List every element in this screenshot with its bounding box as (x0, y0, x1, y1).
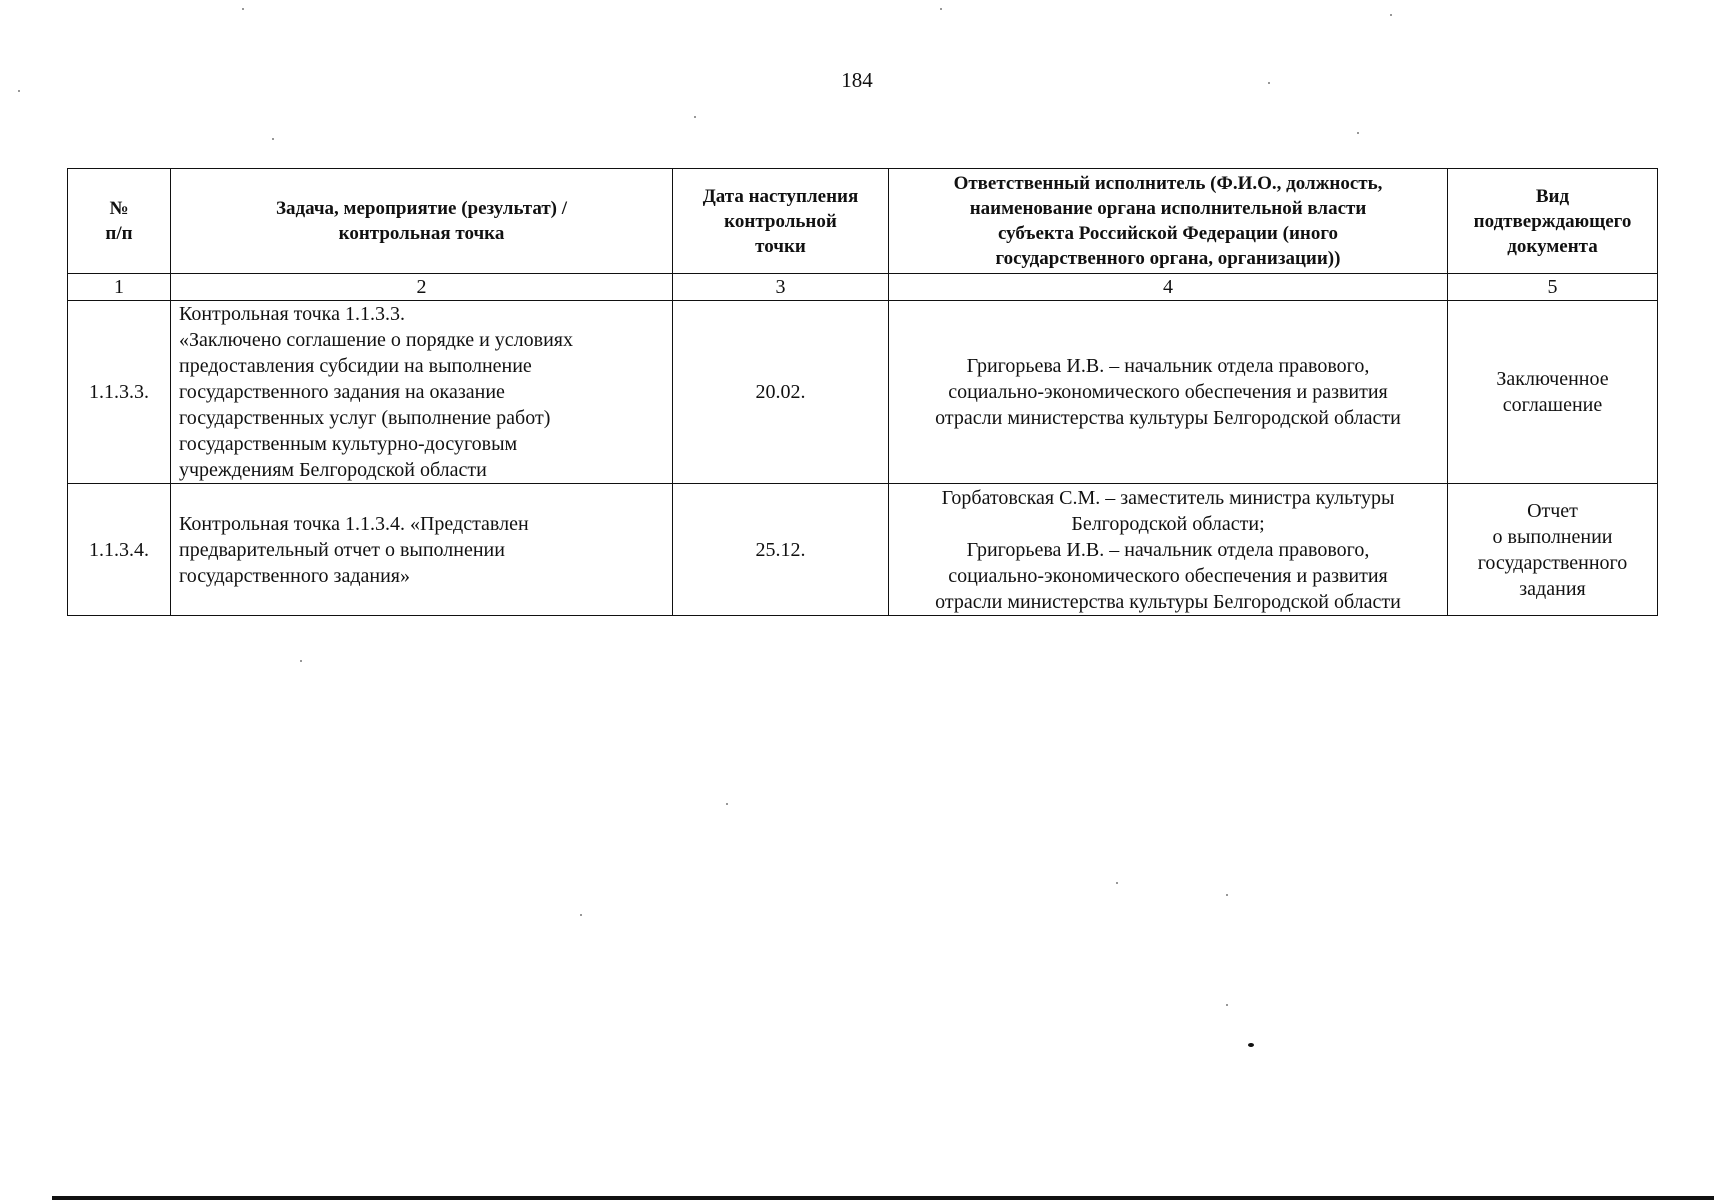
header-num: № п/п (68, 169, 171, 274)
table-row (68, 301, 1658, 484)
control-points-table (67, 168, 1658, 616)
header-date: Дата наступления контрольной точки (673, 169, 889, 274)
row-document: Заключенное соглашение (1448, 301, 1658, 484)
column-number: 1 (68, 274, 171, 301)
scan-bottom-edge (52, 1196, 1714, 1200)
header-task: Задача, мероприятие (результат) / контрольная точка (171, 169, 673, 274)
column-number-row (68, 274, 1658, 301)
row-task: Контрольная точка 1.1.3.4. «Представлен предварительный отчет о выполнении государственного задания» (171, 484, 673, 616)
column-number: 5 (1448, 274, 1658, 301)
row-number: 1.1.3.3. (68, 301, 171, 484)
column-number: 3 (673, 274, 889, 301)
table-row (68, 484, 1658, 616)
row-responsible: Горбатовская С.М. – заместитель министра культуры Белгородской области; Григорьева И.В. – начальник отдела правового, социально-экономического обеспечения и развития отрасли министерства культуры Белгородской области (889, 484, 1448, 616)
row-task: Контрольная точка 1.1.3.3. «Заключено соглашение о порядке и условиях предоставления субсидии на выполнение государственного задания на оказание государственных услуг (выполнение работ) государственным культурно-досуговым учреждениям Белгородской области (171, 301, 673, 484)
row-number: 1.1.3.4. (68, 484, 171, 616)
ink-dot (1248, 1043, 1254, 1047)
column-number: 2 (171, 274, 673, 301)
header-row (68, 169, 1658, 274)
header-document: Вид подтверждающего документа (1448, 169, 1658, 274)
row-document: Отчет о выполнении государственного задания (1448, 484, 1658, 616)
row-date: 25.12. (673, 484, 889, 616)
row-date: 20.02. (673, 301, 889, 484)
page-number: 184 (841, 68, 873, 92)
row-responsible: Григорьева И.В. – начальник отдела правового, социально-экономического обеспечения и развития отрасли министерства культуры Белгородской области (889, 301, 1448, 484)
column-number: 4 (889, 274, 1448, 301)
header-responsible: Ответственный исполнитель (Ф.И.О., должность, наименование органа исполнительной власти субъекта Российской Федерации (иного государственного органа, организации)) (889, 169, 1448, 274)
